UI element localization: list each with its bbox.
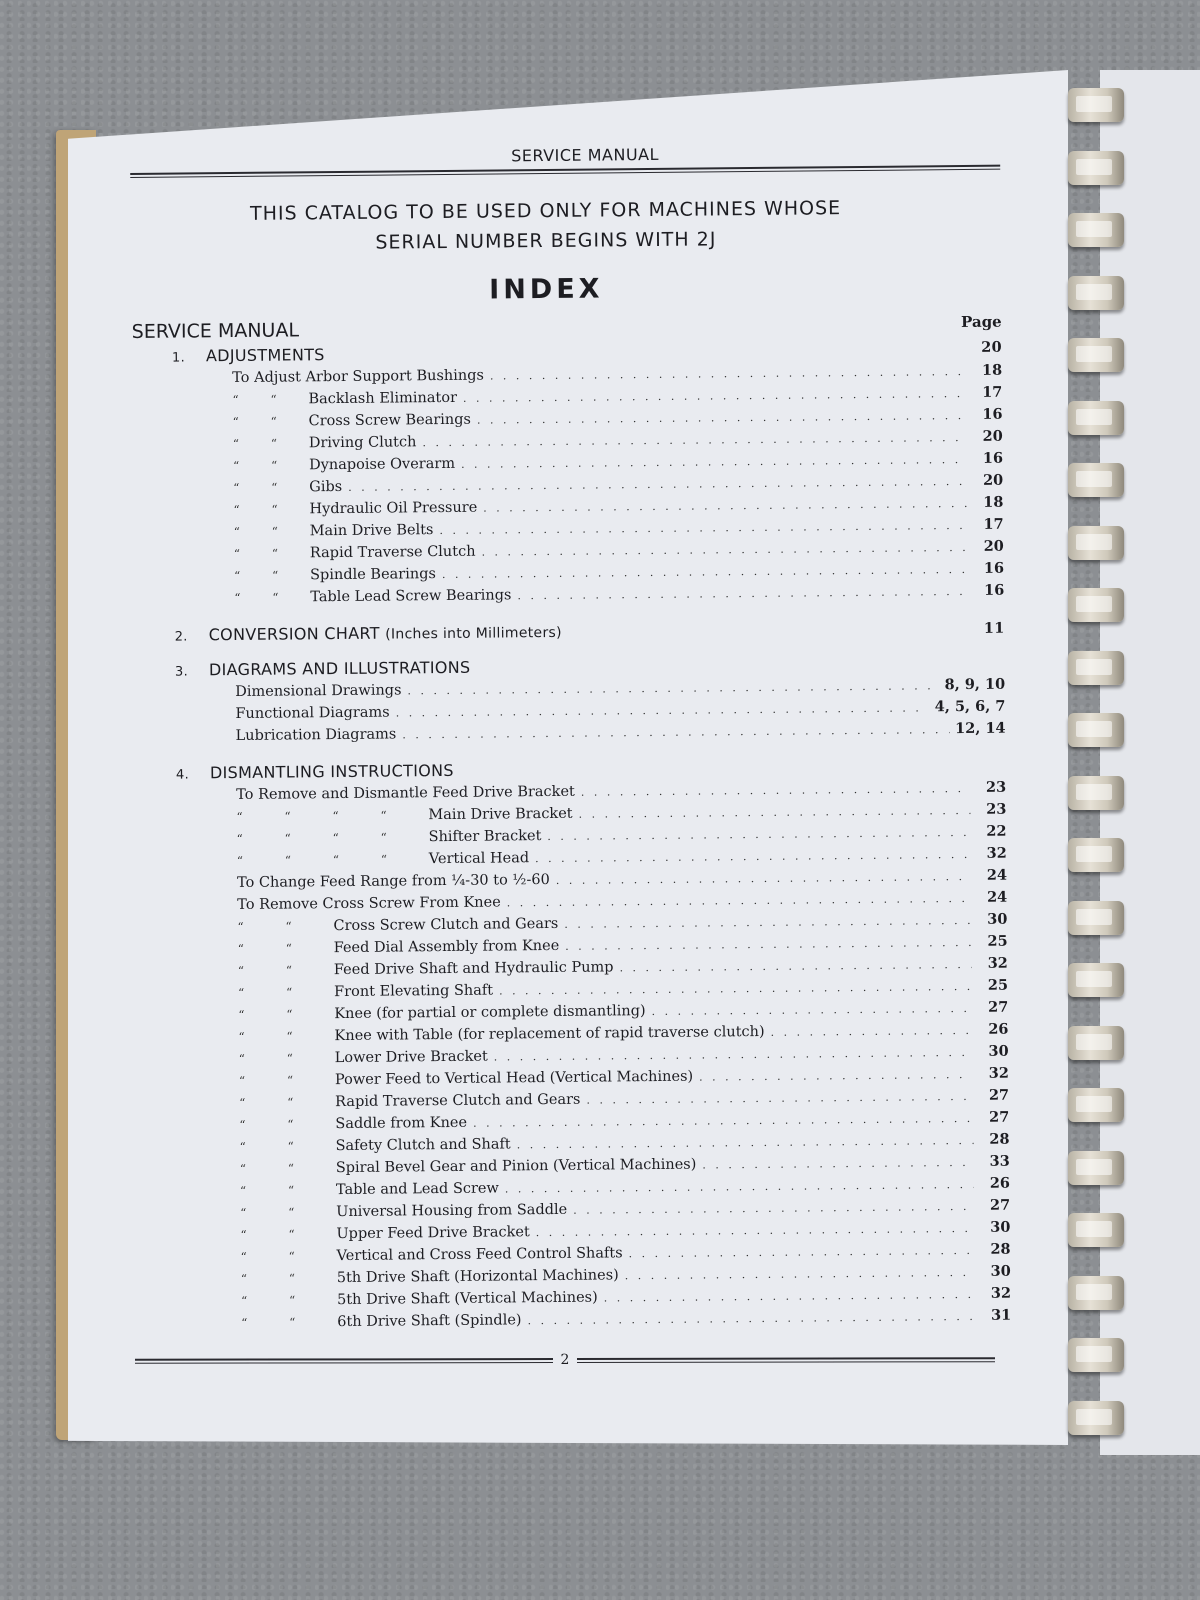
binding-coil bbox=[1068, 963, 1124, 997]
entry-page: 20 bbox=[982, 471, 1004, 489]
binding-coil bbox=[1068, 1088, 1124, 1122]
ditto-mark: “ bbox=[286, 985, 293, 1000]
entry-label: To Remove Cross Screw From Knee bbox=[237, 894, 501, 914]
binding-coil bbox=[1068, 651, 1124, 685]
ditto-mark: “ bbox=[284, 831, 291, 846]
ditto-mark: “ bbox=[286, 1073, 294, 1088]
entry-page: 16 bbox=[983, 581, 1005, 599]
entry-page: 25 bbox=[987, 932, 1008, 950]
entry-label: Gibs bbox=[309, 478, 343, 496]
entry-label: Lower Drive Bracket bbox=[334, 1048, 488, 1067]
adjustments-title-page: 20 bbox=[981, 338, 1003, 356]
entry-page: 28 bbox=[990, 1240, 1011, 1258]
entry-label: Dynapoise Overarm bbox=[308, 455, 456, 474]
entry-label: Front Elevating Shaft bbox=[334, 982, 494, 1001]
entry-label: Functional Diagrams bbox=[235, 704, 390, 723]
ditto-mark: “ bbox=[271, 502, 278, 517]
ditto-mark: “ bbox=[270, 458, 278, 473]
binding-coil bbox=[1068, 1213, 1124, 1247]
entry-label: Dimensional Drawings bbox=[235, 682, 402, 701]
remove-dismantle-list bbox=[136, 799, 1007, 873]
dismantling-title: DISMANTLING INSTRUCTIONS bbox=[209, 760, 454, 783]
entry-label: Feed Drive Shaft and Hydraulic Pump bbox=[333, 959, 614, 979]
entry-label: Upper Feed Drive Bracket bbox=[336, 1224, 530, 1243]
entry-page: 22 bbox=[986, 822, 1007, 840]
entry-label: 5th Drive Shaft (Vertical Machines) bbox=[336, 1289, 598, 1309]
binding-coil bbox=[1068, 1276, 1124, 1310]
binding-coil bbox=[1068, 213, 1124, 247]
entry-page: 17 bbox=[982, 383, 1003, 401]
entry-page: 23 bbox=[986, 800, 1007, 818]
ditto-mark: “ bbox=[236, 809, 243, 825]
leader-dots bbox=[547, 822, 970, 847]
ditto-mark: “ bbox=[239, 1095, 246, 1110]
leader-dots bbox=[517, 581, 968, 606]
binding-coil bbox=[1068, 463, 1124, 497]
ditto-mark: “ bbox=[238, 1029, 245, 1044]
ditto-mark: “ bbox=[271, 524, 278, 539]
ditto-mark: “ bbox=[232, 392, 239, 408]
entry-page: 27 bbox=[988, 1086, 1010, 1104]
entry-page: 17 bbox=[983, 515, 1004, 533]
entry-label: Power Feed to Vertical Head (Vertical Machines) bbox=[334, 1068, 694, 1089]
diagrams-list bbox=[135, 674, 1006, 748]
ditto-mark: “ bbox=[232, 414, 239, 430]
section-title: SERVICE MANUAL bbox=[131, 319, 300, 343]
leader-dots bbox=[699, 1064, 973, 1088]
ditto-mark: “ bbox=[286, 1007, 293, 1022]
entry-page: 30 bbox=[990, 1218, 1011, 1236]
leader-dots bbox=[619, 954, 972, 978]
binding-coil bbox=[1068, 526, 1124, 560]
ditto-mark: “ bbox=[287, 1095, 294, 1110]
ditto-mark: “ bbox=[287, 1183, 295, 1198]
notice-line-2: SERIAL NUMBER BEGINS WITH 2J bbox=[375, 228, 717, 254]
ditto-mark: “ bbox=[288, 1293, 296, 1308]
ditto-mark: “ bbox=[234, 590, 241, 606]
binding-coil bbox=[1068, 588, 1124, 622]
ditto-mark: “ bbox=[233, 524, 240, 540]
ditto-mark: “ bbox=[284, 853, 292, 868]
entry-page: 26 bbox=[989, 1174, 1011, 1192]
ditto-mark: “ bbox=[233, 480, 240, 496]
entry-page: 27 bbox=[989, 1108, 1010, 1126]
entry-page: 24 bbox=[986, 866, 1008, 884]
entry-label: Main Drive Bracket bbox=[428, 805, 573, 824]
conversion-number: 2. bbox=[174, 629, 188, 645]
leader-dots bbox=[536, 1218, 975, 1243]
ditto-mark: “ bbox=[289, 1315, 296, 1330]
spiral-binding bbox=[1068, 80, 1138, 1460]
ditto-mark: “ bbox=[270, 392, 277, 407]
entry-label: Cross Screw Bearings bbox=[308, 411, 472, 430]
binding-coil bbox=[1068, 1338, 1124, 1372]
entry-page: 30 bbox=[987, 910, 1008, 928]
entry-label: Backlash Eliminator bbox=[308, 389, 458, 408]
entry-page: 20 bbox=[983, 537, 1004, 555]
ditto-mark: “ bbox=[232, 436, 240, 452]
ditto-mark: “ bbox=[380, 852, 388, 867]
ditto-mark: “ bbox=[236, 853, 244, 869]
entry-page: 33 bbox=[989, 1152, 1010, 1170]
ditto-mark: “ bbox=[332, 809, 339, 824]
entry-page: 32 bbox=[990, 1284, 1012, 1302]
entry-page: 20 bbox=[982, 427, 1003, 445]
entry-page: 25 bbox=[987, 976, 1009, 994]
entry-page: 31 bbox=[990, 1306, 1012, 1324]
ditto-mark: “ bbox=[271, 546, 279, 561]
ditto-mark: “ bbox=[232, 458, 240, 474]
binding-coil bbox=[1068, 401, 1124, 435]
entry-label: Knee with Table (for replacement of rapid traverse clutch) bbox=[334, 1023, 765, 1045]
ditto-mark: “ bbox=[284, 809, 291, 824]
entry-page: 23 bbox=[985, 778, 1007, 796]
binding-coil bbox=[1068, 338, 1124, 372]
leader-dots bbox=[652, 998, 973, 1022]
ditto-mark: “ bbox=[288, 1271, 296, 1286]
entry-page: 16 bbox=[983, 559, 1005, 577]
entry-label: Hydraulic Oil Pressure bbox=[309, 499, 478, 518]
leader-dots bbox=[625, 1262, 975, 1286]
index-title: INDEX bbox=[489, 273, 604, 306]
section-header bbox=[132, 313, 1002, 343]
entry-page: 32 bbox=[987, 954, 1008, 972]
binding-coil bbox=[1068, 276, 1124, 310]
page-content bbox=[130, 142, 1011, 1335]
footer-rule-right bbox=[577, 1357, 995, 1363]
ditto-mark: “ bbox=[332, 831, 339, 846]
conversion-heading bbox=[175, 618, 1005, 645]
conversion-title: CONVERSION CHART bbox=[208, 623, 380, 645]
leader-dots bbox=[771, 1020, 973, 1043]
entry-label: Table and Lead Screw bbox=[335, 1180, 499, 1199]
ditto-mark: “ bbox=[237, 919, 244, 935]
ditto-mark: “ bbox=[288, 1249, 295, 1264]
entry-label: Safety Clutch and Shaft bbox=[335, 1136, 511, 1155]
leader-dots bbox=[586, 1086, 973, 1111]
leader-dots bbox=[535, 844, 971, 869]
binding-coil bbox=[1068, 88, 1124, 122]
ditto-mark: “ bbox=[288, 1227, 295, 1242]
ditto-mark: “ bbox=[288, 1205, 295, 1220]
leader-dots bbox=[564, 910, 971, 935]
ditto-mark: “ bbox=[240, 1227, 247, 1242]
ditto-mark: “ bbox=[239, 1139, 246, 1154]
diagrams-title: DIAGRAMS AND ILLUSTRATIONS bbox=[208, 657, 471, 680]
diagrams-number: 3. bbox=[174, 664, 189, 680]
binding-coil bbox=[1068, 1026, 1124, 1060]
ditto-mark: “ bbox=[270, 436, 278, 451]
entry-page: 27 bbox=[987, 998, 1009, 1016]
page-footer bbox=[135, 1351, 995, 1369]
ditto-mark: “ bbox=[271, 480, 278, 495]
ditto-mark: “ bbox=[238, 1051, 245, 1066]
running-head: SERVICE MANUAL bbox=[511, 144, 660, 166]
entry-page: 18 bbox=[981, 361, 1003, 379]
ditto-mark: “ bbox=[240, 1293, 248, 1308]
binding-coil bbox=[1068, 151, 1124, 185]
entry-page: 32 bbox=[988, 1064, 1009, 1082]
entry-label: Universal Housing from Saddle bbox=[336, 1201, 568, 1221]
entry-label: 5th Drive Shaft (Horizontal Machines) bbox=[336, 1267, 619, 1287]
leader-dots bbox=[507, 888, 972, 913]
entry-page: 27 bbox=[989, 1196, 1011, 1214]
ditto-mark: “ bbox=[287, 1161, 294, 1176]
ditto-mark: “ bbox=[233, 502, 240, 518]
ditto-mark: “ bbox=[240, 1271, 248, 1286]
leader-dots bbox=[402, 719, 949, 745]
ditto-mark: “ bbox=[285, 963, 293, 978]
ditto-mark: “ bbox=[239, 1161, 246, 1176]
leader-dots bbox=[565, 932, 972, 957]
entry-label: Saddle from Knee bbox=[335, 1114, 468, 1133]
adjustments-number: 1. bbox=[171, 350, 186, 366]
ditto-mark: “ bbox=[240, 1249, 247, 1264]
entry-page: 32 bbox=[986, 844, 1007, 862]
ditto-mark: “ bbox=[270, 414, 277, 429]
entry-page: 30 bbox=[988, 1042, 1009, 1060]
adjustments-list bbox=[132, 382, 1004, 610]
dismantling-number: 4. bbox=[175, 767, 190, 783]
entry-page: 8, 9, 10 bbox=[944, 675, 1006, 694]
entry-label: Driving Clutch bbox=[308, 434, 417, 452]
leader-dots bbox=[578, 800, 970, 825]
adjustments-title: ADJUSTMENTS bbox=[205, 345, 325, 366]
entry-page: 28 bbox=[989, 1130, 1010, 1148]
ditto-mark: “ bbox=[237, 941, 244, 957]
binding-coil bbox=[1068, 1151, 1124, 1185]
page-column-label: Page bbox=[960, 312, 1002, 332]
ditto-mark: “ bbox=[272, 590, 279, 605]
leader-dots bbox=[629, 1240, 975, 1264]
conversion-subtitle: (Inches into Millimeters) bbox=[385, 624, 562, 643]
leader-dots bbox=[573, 1196, 974, 1221]
entry-label: Vertical and Cross Feed Control Shafts bbox=[336, 1245, 623, 1265]
entry-label: To Remove and Dismantle Feed Drive Bracket bbox=[236, 783, 575, 804]
leader-dots bbox=[604, 1284, 975, 1309]
binding-coil bbox=[1068, 1401, 1124, 1435]
entry-label: Feed Dial Assembly from Knee bbox=[333, 937, 560, 957]
ditto-mark: “ bbox=[238, 1073, 246, 1088]
entry-page: 16 bbox=[982, 449, 1004, 467]
page-number: 2 bbox=[560, 1351, 570, 1369]
entry-label: Knee (for partial or complete dismantling) bbox=[334, 1003, 646, 1023]
leader-dots bbox=[527, 1306, 975, 1331]
entry-label: Vertical Head bbox=[428, 850, 530, 868]
leader-dots bbox=[517, 1130, 974, 1155]
ditto-mark: “ bbox=[238, 985, 245, 1001]
ditto-mark: “ bbox=[380, 808, 387, 823]
ditto-mark: “ bbox=[240, 1205, 247, 1220]
entry-page: 30 bbox=[990, 1262, 1011, 1280]
ditto-mark: “ bbox=[332, 853, 340, 868]
ditto-mark: “ bbox=[237, 963, 245, 979]
ditto-mark: “ bbox=[285, 919, 292, 934]
ditto-mark: “ bbox=[287, 1117, 294, 1132]
binding-coil bbox=[1068, 776, 1124, 810]
ditto-mark: “ bbox=[239, 1117, 246, 1132]
leader-dots bbox=[702, 1152, 974, 1176]
entry-page: 24 bbox=[986, 888, 1008, 906]
ditto-mark: “ bbox=[286, 1051, 293, 1066]
ditto-mark: “ bbox=[286, 1029, 293, 1044]
ditto-mark: “ bbox=[236, 831, 243, 847]
entry-page: 26 bbox=[988, 1020, 1009, 1038]
binding-coil bbox=[1068, 713, 1124, 747]
entry-label: Shifter Bracket bbox=[428, 828, 542, 846]
entry-label: Main Drive Belts bbox=[309, 522, 434, 540]
entry-label: Cross Screw Clutch and Gears bbox=[333, 915, 559, 935]
entry-label: 6th Drive Shaft (Spindle) bbox=[337, 1312, 522, 1331]
ditto-mark: “ bbox=[233, 546, 241, 562]
entry-page: 18 bbox=[983, 493, 1004, 511]
ditto-mark: “ bbox=[285, 941, 292, 956]
entry-page: 16 bbox=[982, 405, 1003, 423]
entry-label: Spindle Bearings bbox=[310, 566, 436, 584]
notice-line-1: THIS CATALOG TO BE USED ONLY FOR MACHINES WHOSE bbox=[249, 197, 842, 225]
entry-label: Spiral Bevel Gear and Pinion (Vertical Machines) bbox=[335, 1156, 697, 1177]
serial-notice bbox=[130, 192, 961, 260]
entry-label: To Adjust Arbor Support Bushings bbox=[232, 367, 484, 387]
entry-label: Rapid Traverse Clutch and Gears bbox=[335, 1091, 581, 1111]
binding-coil bbox=[1068, 838, 1124, 872]
ditto-mark: “ bbox=[380, 830, 387, 845]
entry-label: Rapid Traverse Clutch bbox=[309, 543, 476, 562]
leader-dots bbox=[505, 1174, 974, 1200]
footer-rule-left bbox=[135, 1358, 553, 1364]
conversion-page: 11 bbox=[983, 619, 1005, 637]
binding-coil bbox=[1068, 901, 1124, 935]
ditto-mark: “ bbox=[234, 568, 241, 584]
ditto-mark: “ bbox=[241, 1315, 248, 1330]
ditto-mark: “ bbox=[287, 1139, 294, 1154]
ditto-mark: “ bbox=[239, 1183, 247, 1198]
leader-dots bbox=[556, 866, 971, 891]
leader-dots bbox=[581, 778, 971, 803]
entry-label: Lubrication Diagrams bbox=[235, 726, 397, 745]
ditto-mark: “ bbox=[238, 1007, 245, 1022]
ditto-mark: “ bbox=[272, 568, 279, 583]
entry-page: 4, 5, 6, 7 bbox=[934, 697, 1006, 716]
entry-label: Table Lead Screw Bearings bbox=[310, 587, 512, 606]
entry-page: 12, 14 bbox=[955, 719, 1006, 738]
entry-label: To Change Feed Range from ¼-30 to ½-60 bbox=[236, 872, 550, 892]
remove-list bbox=[137, 909, 1011, 1335]
